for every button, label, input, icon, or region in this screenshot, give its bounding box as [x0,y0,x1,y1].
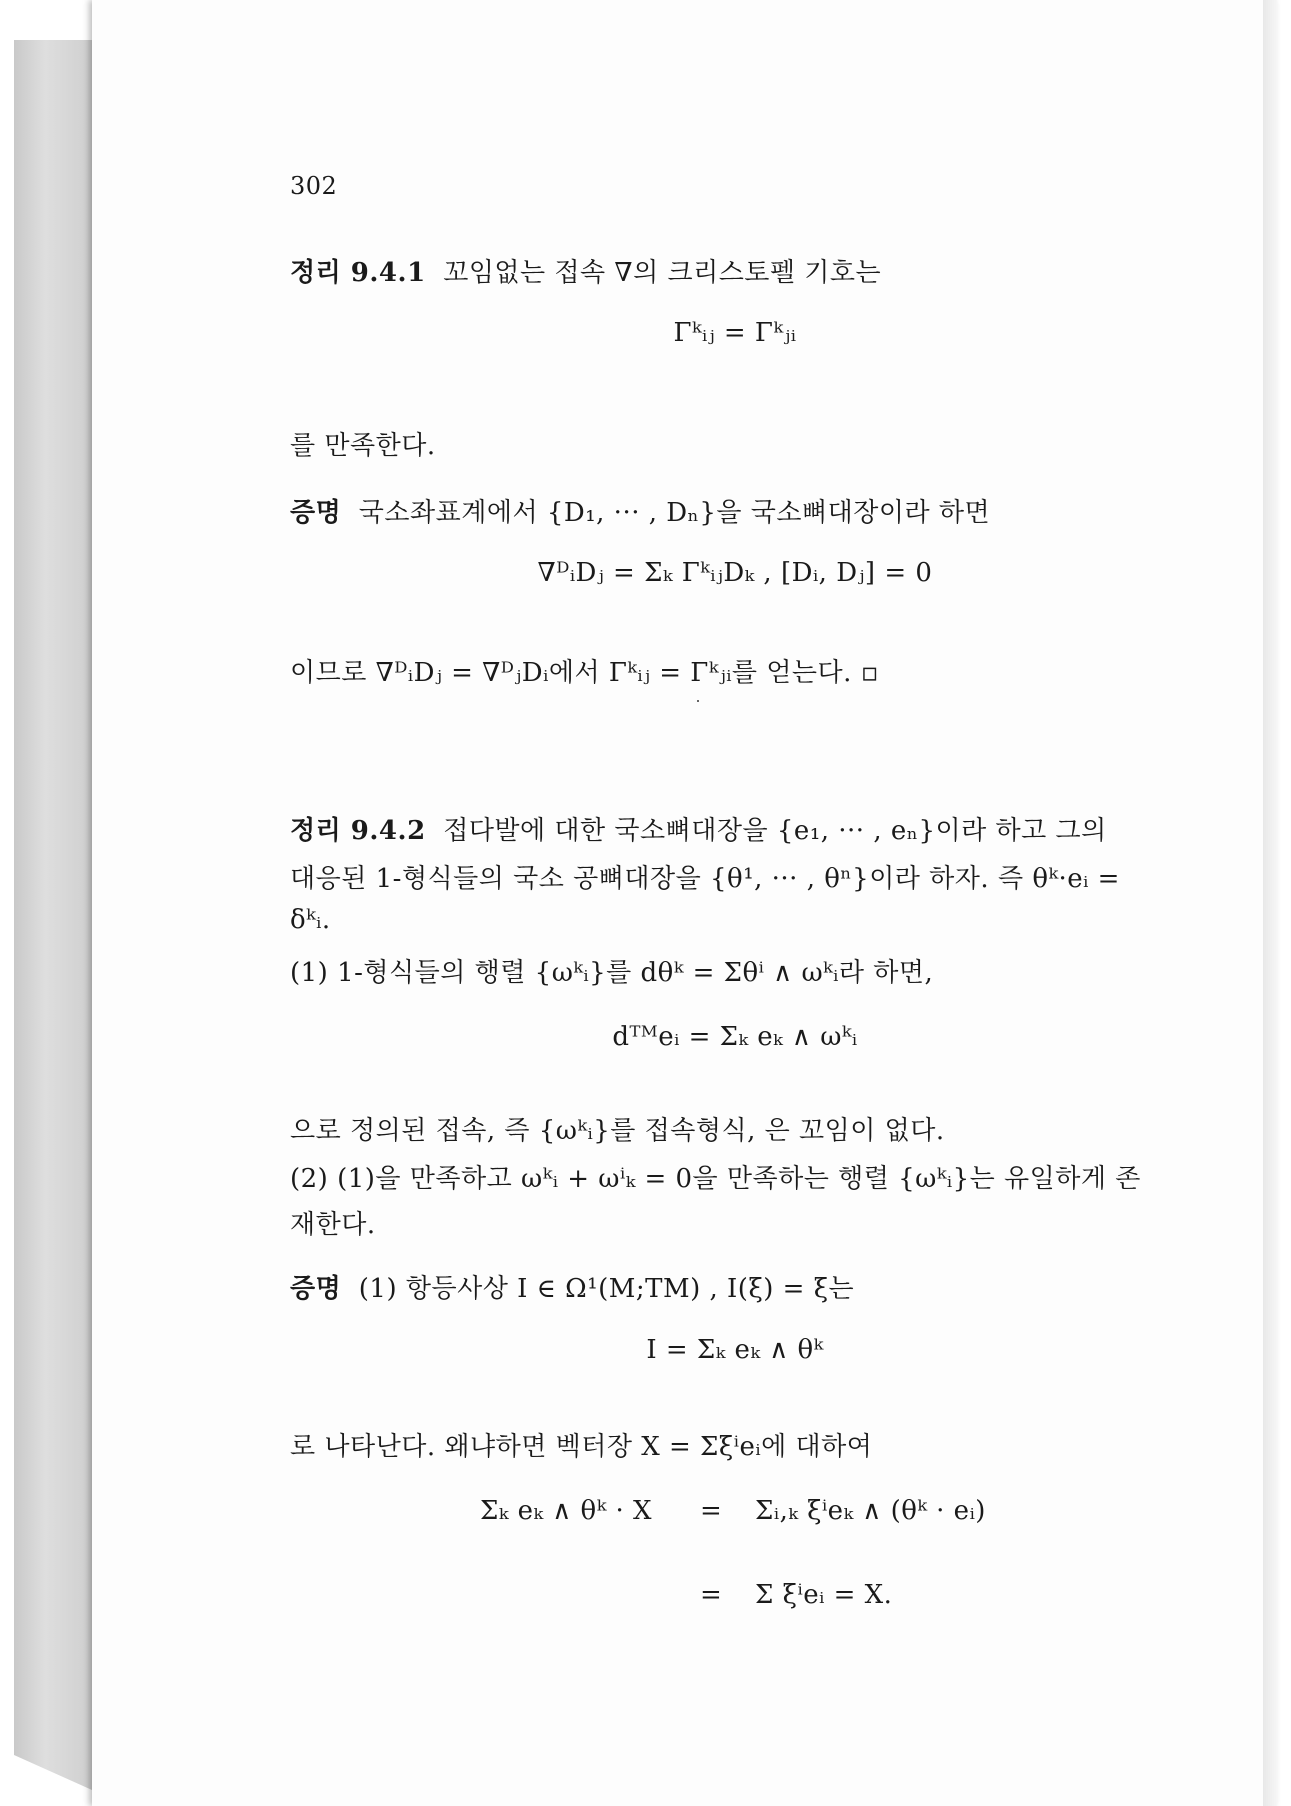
theorem-2-line-1 [290,810,1107,847]
theorem-2-text: 접다발에 대한 국소뼈대장을 {e₁, ··· , eₙ}이라 하고 그의 [443,816,1107,846]
proof-2-line-1 [290,1268,854,1305]
proof-2-formula-2-lhs: Σₖ eₖ ∧ θᵏ · X [480,1496,653,1526]
proof-2-formula-2-rhs-2: Σ ξⁱeᵢ = X. [755,1580,893,1610]
proof-1-label: 증명 [290,498,342,528]
theorem-2-item-1-end: 으로 정의된 접속, 즉 {ωᵏᵢ}를 접속형식, 은 꼬임이 없다. [290,1116,945,1146]
theorem-2-title: 정리 9.4.2 [290,816,426,846]
proof-2-label: 증명 [290,1274,342,1304]
proof-2-formula-1: I = Σₖ eₖ ∧ θᵏ [646,1335,824,1365]
theorem-1-formula: Γᵏᵢⱼ = Γᵏⱼᵢ [673,318,797,348]
page-content [290,0,1180,1806]
theorem-1-line-1 [290,252,881,289]
proof-1-text: 국소좌표계에서 {D₁, ··· , Dₙ}을 국소뼈대장이라 하면 [358,498,991,528]
theorem-2-item-1: (1) 1-형식들의 행렬 {ωᵏᵢ}를 dθᵏ = Σθⁱ ∧ ωᵏᵢ라 하면, [290,958,934,988]
proof-1-formula: ∇ᴰᵢDⱼ = Σₖ ΓᵏᵢⱼDₖ , [Dᵢ, Dⱼ] = 0 [537,558,933,588]
proof-1-line-2: 이므로 ∇ᴰᵢDⱼ = ∇ᴰⱼDᵢ에서 Γᵏᵢⱼ = Γᵏⱼᵢ를 얻는다. ▫ [290,658,879,688]
theorem-2-item-2-line-1: (2) (1)을 만족하고 ωᵏᵢ + ωⁱₖ = 0을 만족하는 행렬 {ωᵏᵢ}는 유일하게 존 [290,1164,1141,1194]
proof-2-text: (1) 항등사상 I ∈ Ω¹(M;TM) , I(ξ) = ξ는 [358,1274,855,1304]
proof-2-line-2: 로 나타난다. 왜냐하면 벡터장 X = Σξⁱeᵢ에 대하여 [290,1432,873,1462]
proof-2-formula-2-eq-2: = [700,1580,723,1610]
theorem-2-formula: dᵀᴹeᵢ = Σₖ eₖ ∧ ωᵏᵢ [612,1022,858,1052]
page-edge [1263,0,1277,1806]
proof-2-formula-2-rhs-1: Σᵢ,ₖ ξⁱeₖ ∧ (θᵏ · eᵢ) [755,1496,986,1526]
proof-1-line-1 [290,492,990,529]
stray-mark [697,700,699,702]
theorem-2-item-2-line-2: 재한다. [290,1210,376,1240]
theorem-2-line-2: 대응된 1-형식들의 국소 공뼈대장을 {θ¹, ··· , θⁿ}이라 하자. 즉 θᵏ·eᵢ = [290,864,1120,894]
theorem-1-title: 정리 9.4.1 [290,258,426,288]
proof-2-formula-2-eq-1: = [700,1496,723,1526]
page-number: 302 [290,172,338,200]
book-spine [14,40,92,1790]
theorem-2-line-3: δᵏᵢ. [290,905,331,935]
theorem-1-line-2: 를 만족한다. [290,431,436,461]
theorem-1-text: 꼬임없는 접속 ∇의 크리스토펠 기호는 [443,258,882,288]
